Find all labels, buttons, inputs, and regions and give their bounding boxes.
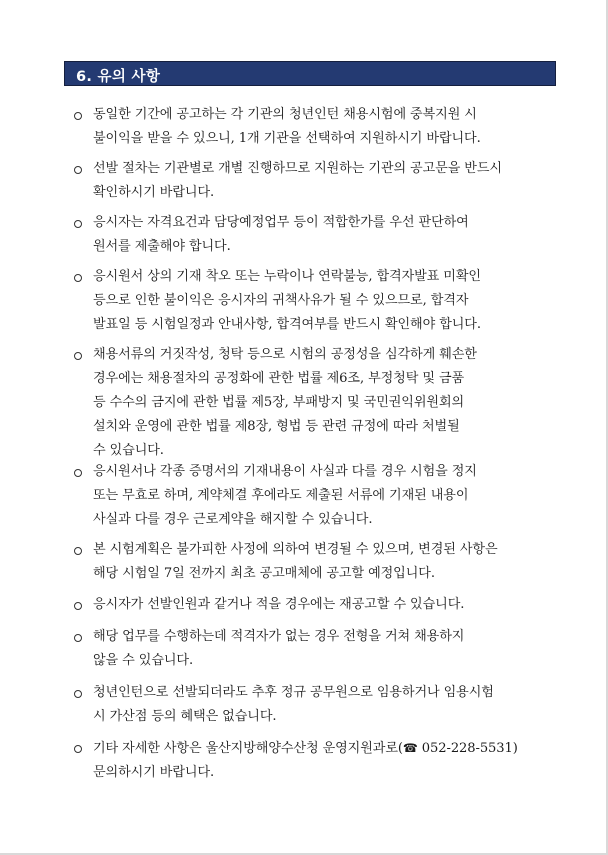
- notice-line: 원서를 제출해야 합니다.: [93, 239, 231, 254]
- notice-line: 않을 수 있습니다.: [93, 653, 194, 668]
- notice-text: [93, 538, 561, 586]
- circle-bullet-icon: [74, 352, 82, 360]
- notice-line: 해당 시험일 7일 전까지 최초 공고매체에 공고할 예정입니다.: [93, 566, 435, 581]
- notice-line: 등 수수의 금지에 관한 법률 제5장, 부패방지 및 국민권익위원회의: [93, 395, 465, 410]
- circle-bullet-icon: [74, 469, 82, 477]
- phone-icon: ☎: [402, 741, 418, 755]
- notice-line: 문의하시기 바랍니다.: [93, 765, 215, 780]
- section-title: 6. 유의 사항: [76, 69, 161, 85]
- notice-line: 설치와 운영에 관한 법률 제8장, 형법 등 관련 규정에 따라 처벌될: [93, 419, 460, 434]
- circle-bullet-icon: [74, 602, 82, 610]
- notice-line: 응시자는 자격요건과 담당예정업무 등이 적합한가를 우선 판단하여: [93, 215, 469, 230]
- notice-line: 발표일 등 시험일정과 안내사항, 합격여부를 반드시 확인해야 합니다.: [93, 317, 481, 332]
- circle-bullet-icon: [74, 745, 82, 753]
- notice-text: [93, 157, 561, 205]
- circle-bullet-icon: [74, 634, 82, 642]
- circle-bullet-icon: [74, 547, 82, 555]
- circle-bullet-icon: [74, 112, 82, 120]
- notice-line: 동일한 기간에 공고하는 각 기관의 청년인턴 채용시험에 중복지원 시: [93, 107, 477, 122]
- notice-line: 해당 업무를 수행하는데 적격자가 없는 경우 전형을 거쳐 채용하지: [93, 629, 465, 644]
- notice-line: 또는 무효로 하며, 계약체결 후에라도 제출된 서류에 기재된 내용이: [93, 488, 469, 503]
- notice-line: 응시원서나 각종 증명서의 기재내용이 사실과 다를 경우 시험을 정지: [93, 464, 477, 479]
- notice-line: 경우에는 채용절차의 공정화에 관한 법률 제6조, 부정청탁 및 금품: [93, 371, 465, 386]
- notice-text: [93, 265, 561, 337]
- phone-number: 052-228-5531): [417, 741, 518, 756]
- circle-bullet-icon: [74, 690, 82, 698]
- notice-text: [93, 103, 561, 151]
- notice-line: [93, 736, 561, 761]
- notice-line: 본 시험계획은 불가피한 사정에 의하여 변경될 수 있으며, 변경된 사항은: [93, 542, 498, 557]
- notice-text: [93, 343, 561, 463]
- notice-line: 시 가산점 등의 혜택은 없습니다.: [93, 709, 277, 724]
- notice-text: [93, 681, 561, 729]
- notice-line: 확인하시기 바랍니다.: [93, 185, 215, 200]
- circle-bullet-icon: [74, 274, 82, 282]
- notice-line: 사실과 다를 경우 근로계약을 해지할 수 있습니다.: [93, 512, 373, 527]
- notice-text: [93, 736, 561, 785]
- notice-line: 수 있습니다.: [93, 443, 164, 458]
- notice-text: [93, 593, 561, 617]
- notice-text: [93, 211, 561, 259]
- notice-line: 응시원서 상의 기재 착오 또는 누락이나 연락불능, 합격자발표 미확인: [93, 269, 481, 284]
- notice-line: 채용서류의 거짓작성, 청탁 등으로 시험의 공정성을 심각하게 훼손한: [93, 347, 477, 362]
- notice-text: [93, 625, 561, 673]
- notice-line-text: 기타 자세한 사항은 울산지방해양수산청 운영지원과로(: [93, 741, 403, 756]
- circle-bullet-icon: [74, 166, 82, 174]
- notice-line: 청년인턴으로 선발되더라도 추후 정규 공무원으로 임용하거나 임용시험: [93, 685, 494, 700]
- notice-text: [93, 460, 561, 532]
- circle-bullet-icon: [74, 220, 82, 228]
- notice-line: 선발 절차는 기관별로 개별 진행하므로 지원하는 기관의 공고문을 반드시: [93, 161, 502, 176]
- notice-line: 응시자가 선발인원과 같거나 적을 경우에는 재공고할 수 있습니다.: [93, 597, 465, 612]
- notice-line: 등으로 인한 불이익은 응시자의 귀책사유가 될 수 있으므로, 합격자: [93, 293, 469, 308]
- notice-line: 불이익을 받을 수 있으니, 1개 기관을 선택하여 지원하시기 바랍니다.: [93, 131, 481, 146]
